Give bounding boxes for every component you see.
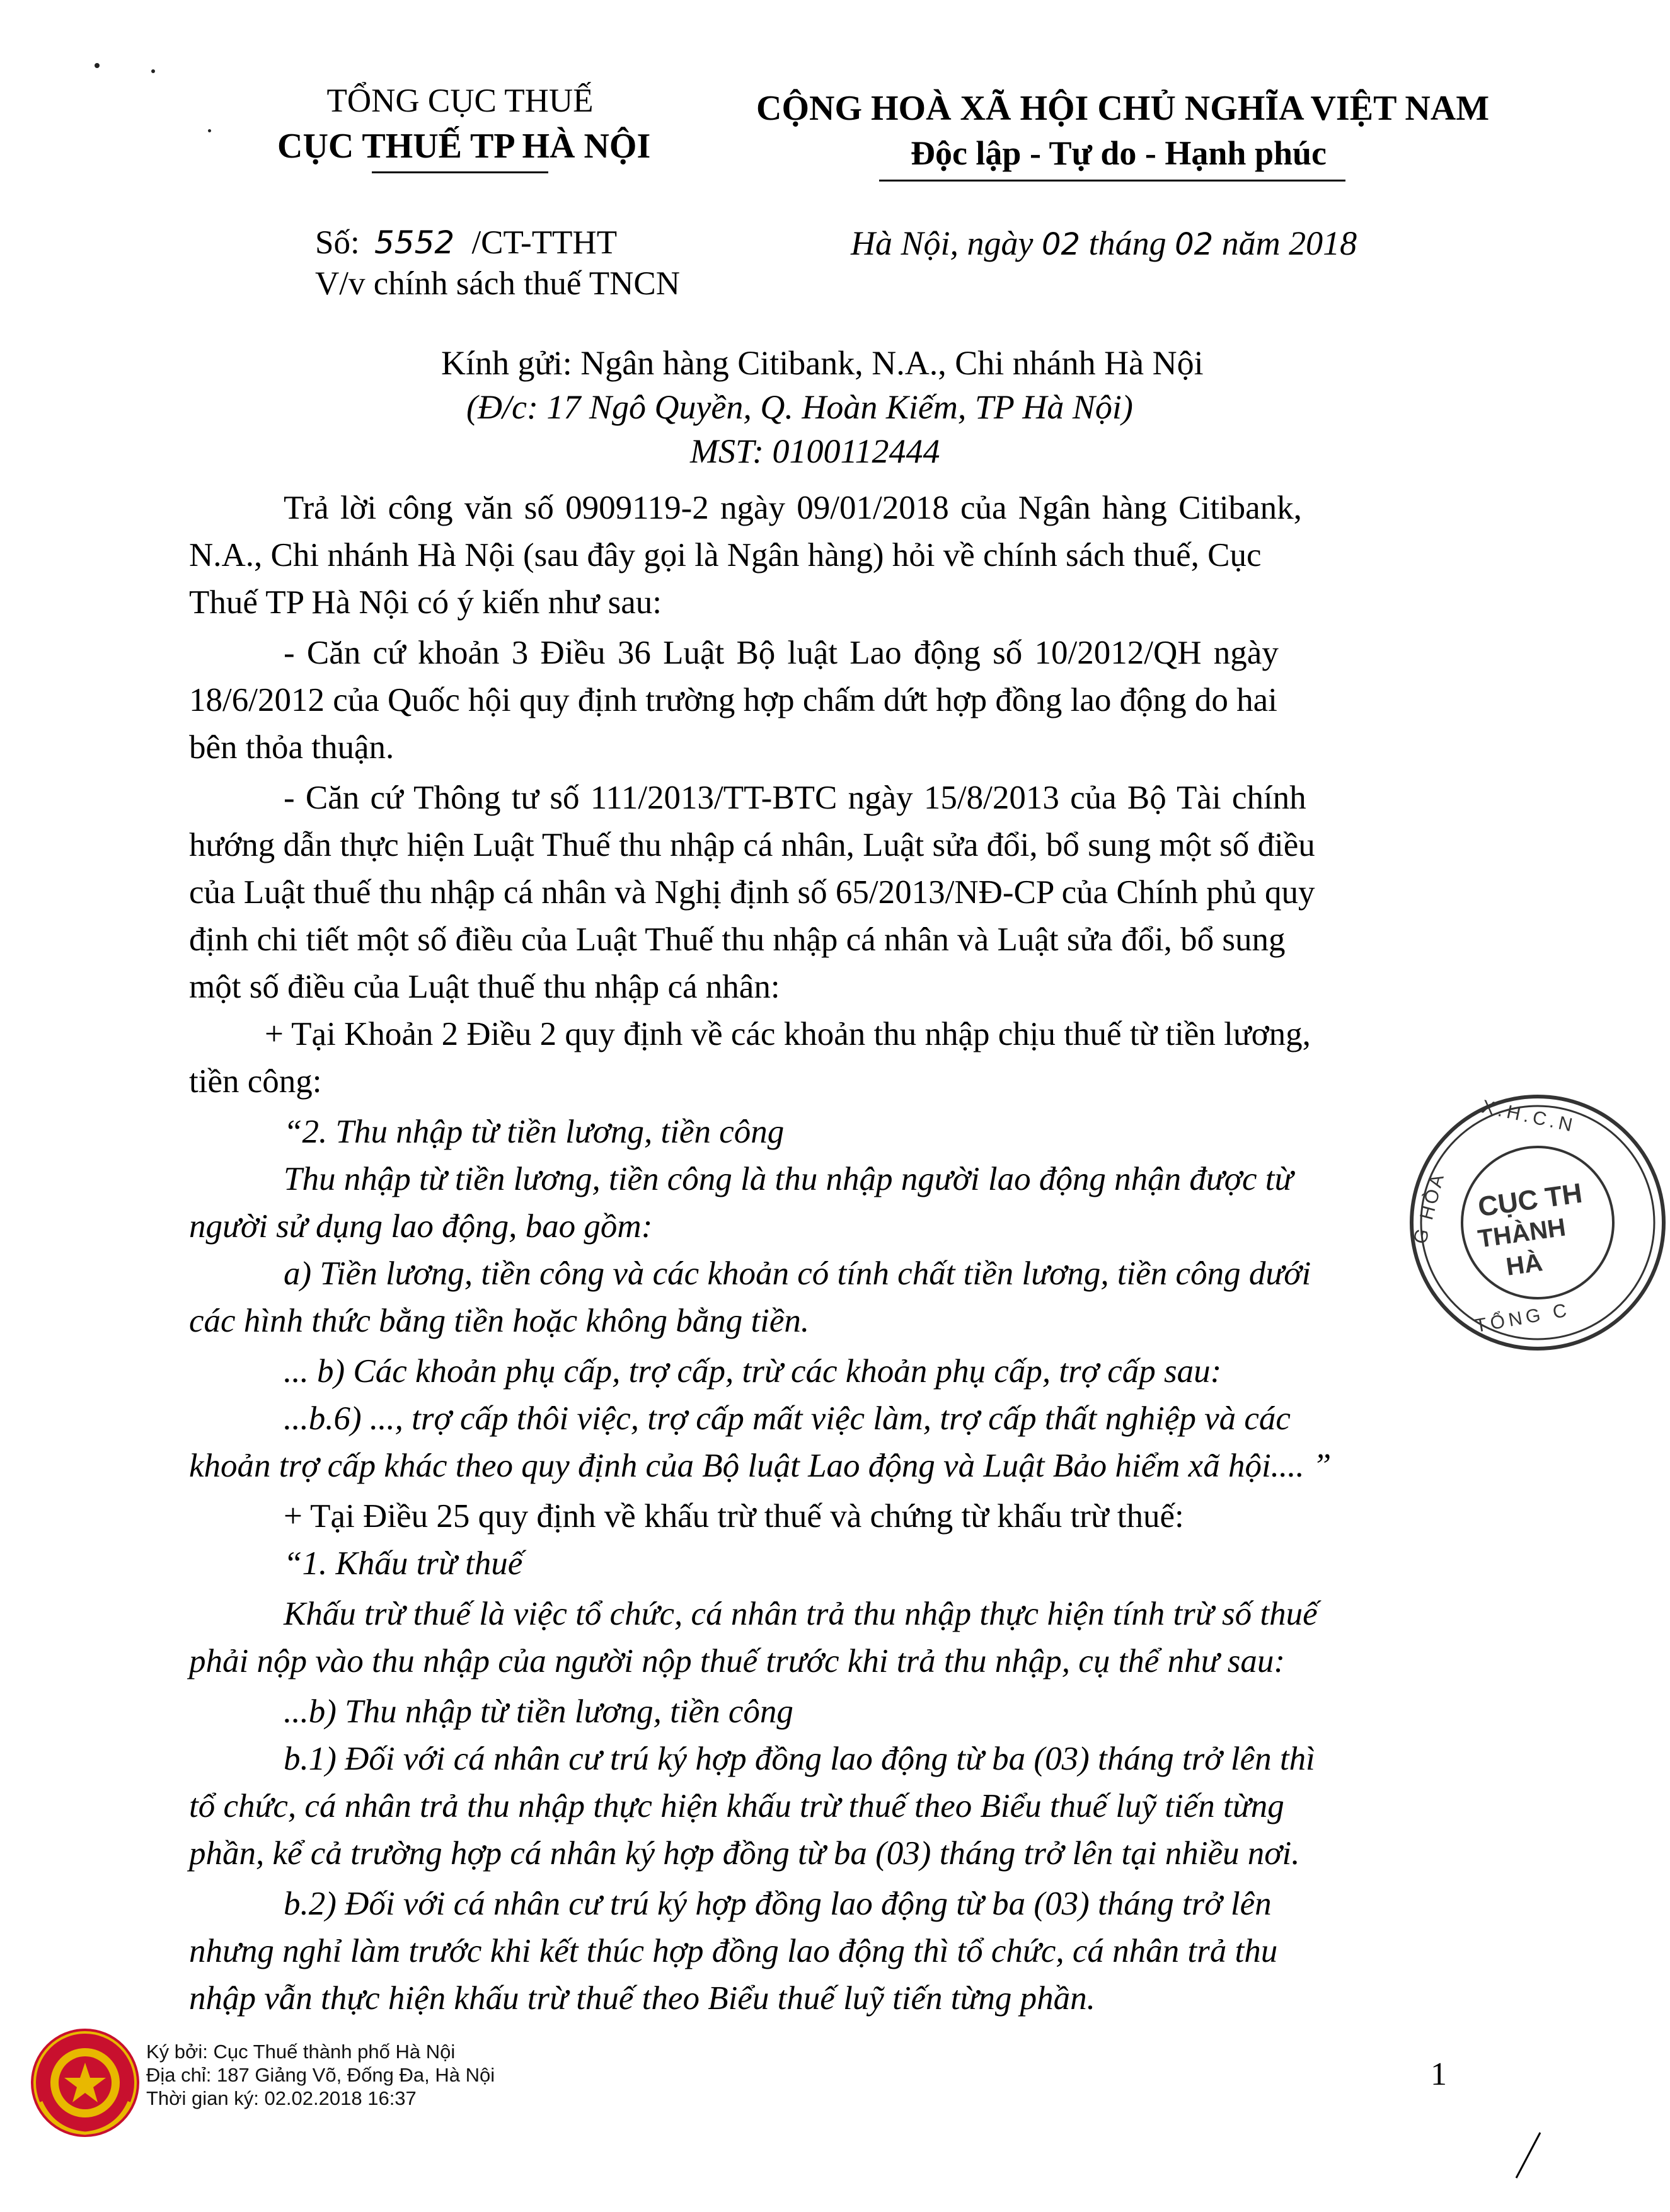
stamp-arc-text: X.H.C.N: [1480, 1096, 1578, 1137]
document-number: Số: 5552 /CT-TTHT: [315, 224, 618, 261]
document-subject: V/v chính sách thuế TNCN: [315, 265, 680, 302]
body-line: ...b) Thu nhập từ tiền lương, tiền công: [284, 1693, 793, 1730]
body-line: định chi tiết một số điều của Luật Thuế thu nhập cá nhân và Luật sửa đổi, bổ sung: [189, 921, 1286, 958]
stamp-bottom-text: TỔNG C: [1473, 1299, 1572, 1337]
government-emblem-icon: [28, 2026, 142, 2140]
body-line: tiền công:: [189, 1063, 322, 1100]
body-line: ... b) Các khoản phụ cấp, trợ cấp, trừ các khoản phụ cấp, trợ cấp sau:: [284, 1353, 1222, 1390]
signature-time: Thời gian ký: 02.02.2018 16:37: [146, 2087, 417, 2109]
motto: Độc lập - Tự do - Hạnh phúc: [910, 134, 1327, 172]
handwritten-number: 5552: [374, 224, 455, 261]
office-name: CỤC THUẾ TP HÀ NỘI: [277, 127, 651, 166]
signature-signed-by: Ký bởi: Cục Thuế thành phố Hà Nội: [146, 2041, 456, 2063]
body-line: phải nộp vào thu nhập của người nộp thuế trước khi trả thu nhập, cụ thể như sau:: [189, 1643, 1286, 1679]
signature-address: Địa chỉ: 187 Giảng Võ, Đống Đa, Hà Nội: [146, 2064, 495, 2086]
recipient-tax-code: MST: 0100112444: [690, 432, 940, 470]
stamp-center-3: HÀ: [1504, 1248, 1545, 1281]
body-line: Trả lời công văn số 0909119-2 ngày 09/01/2018 của Ngân hàng Citibank,: [284, 490, 1302, 526]
body-line: hướng dẫn thực hiện Luật Thuế thu nhập cá nhân, Luật sửa đổi, bổ sung một số điều: [189, 827, 1315, 863]
body-line: bên thỏa thuận.: [189, 729, 394, 766]
body-line: - Căn cứ khoản 3 Điều 36 Luật Bộ luật Lao động số 10/2012/QH ngày: [284, 635, 1279, 671]
body-line: nhập vẫn thực hiện khấu trừ thuế theo Biểu thuế luỹ tiến từng phần.: [189, 1980, 1095, 2017]
body-line: của Luật thuế thu nhập cá nhân và Nghị định số 65/2013/NĐ-CP của Chính phủ quy: [189, 874, 1315, 911]
body-line: nhưng nghỉ làm trước khi kết thúc hợp đồng lao động thì tổ chức, cá nhân trả thu: [189, 1933, 1278, 1969]
body-line: “2. Thu nhập từ tiền lương, tiền công: [284, 1114, 785, 1150]
body-line: tổ chức, cá nhân trả thu nhập thực hiện khấu trừ thuế theo Biểu thuế luỹ tiến từng: [189, 1788, 1284, 1824]
body-line: Thuế TP Hà Nội có ý kiến như sau:: [189, 584, 662, 621]
stamp-center-1: CỤC TH: [1476, 1177, 1584, 1223]
digital-signature-seal: [28, 2026, 142, 2140]
body-line: “1. Khấu trừ thuế: [284, 1545, 523, 1582]
body-line: người sử dụng lao động, bao gồm:: [189, 1208, 653, 1245]
body-line: Khấu trừ thuế là việc tổ chức, cá nhân trả thu nhập thực hiện tính trừ số thuế: [284, 1596, 1318, 1632]
scan-speck: [208, 129, 211, 132]
body-line: - Căn cứ Thông tư số 111/2013/TT-BTC ngày 15/8/2013 của Bộ Tài chính: [284, 780, 1306, 816]
agency-name: TỔNG CỤC THUẾ: [326, 83, 594, 119]
body-line: b.1) Đối với cá nhân cư trú ký hợp đồng lao động từ ba (03) tháng trở lên thì: [284, 1741, 1315, 1777]
body-line: + Tại Điều 25 quy định về khấu trừ thuế và chứng từ khấu trừ thuế:: [284, 1498, 1184, 1535]
stamp-left-text: G HÒA: [1409, 1170, 1449, 1247]
office-underline: [372, 171, 548, 173]
scan-speck: [95, 63, 100, 68]
body-line: khoản trợ cấp khác theo quy định của Bộ luật Lao động và Luật Bảo hiểm xã hội.... ”: [189, 1448, 1332, 1484]
office-stamp: [1405, 1090, 1584, 1355]
body-line: các hình thức bằng tiền hoặc không bằng tiền.: [189, 1303, 810, 1339]
body-line: + Tại Khoản 2 Điều 2 quy định về các khoản thu nhập chịu thuế từ tiền lương,: [265, 1016, 1311, 1052]
body-line: phần, kể cả trường hợp cá nhân ký hợp đồng từ ba (03) tháng trở lên tại nhiều nơi.: [189, 1835, 1300, 1872]
body-line: N.A., Chi nhánh Hà Nội (sau đây gọi là Ngân hàng) hỏi về chính sách thuế, Cục: [189, 537, 1262, 573]
stamp-center-2: THÀNH: [1476, 1213, 1568, 1253]
issue-date: Hà Nội, ngày 02 tháng 02 năm 2018: [851, 224, 1357, 262]
body-line: a) Tiền lương, tiền công và các khoản có tính chất tiền lương, tiền công dưới: [284, 1255, 1311, 1292]
body-line: Thu nhập từ tiền lương, tiền công là thu nhập người lao động nhận được từ: [284, 1161, 1293, 1197]
body-line: 18/6/2012 của Quốc hội quy định trường hợp chấm dứt hợp đồng lao động do hai: [189, 682, 1277, 718]
motto-underline: [879, 180, 1345, 181]
body-line: ...b.6) ..., trợ cấp thôi việc, trợ cấp mất việc làm, trợ cấp thất nghiệp và các: [284, 1400, 1291, 1437]
page-number: 1: [1431, 2056, 1447, 2092]
body-line: b.2) Đối với cá nhân cư trú ký hợp đồng lao động từ ba (03) tháng trở lên: [284, 1886, 1272, 1922]
body-line: một số điều của Luật thuế thu nhập cá nhân:: [189, 969, 780, 1005]
nation-title: CỘNG HOÀ XÃ HỘI CHỦ NGHĨA VIỆT NAM: [756, 89, 1490, 128]
scan-stroke: [1512, 2130, 1544, 2180]
scan-speck: [151, 69, 155, 73]
recipient-to: Kính gửi: Ngân hàng Citibank, N.A., Chi nhánh Hà Nội: [441, 344, 1204, 382]
recipient-address: (Đ/c: 17 Ngô Quyền, Q. Hoàn Kiếm, TP Hà Nội): [466, 388, 1133, 426]
